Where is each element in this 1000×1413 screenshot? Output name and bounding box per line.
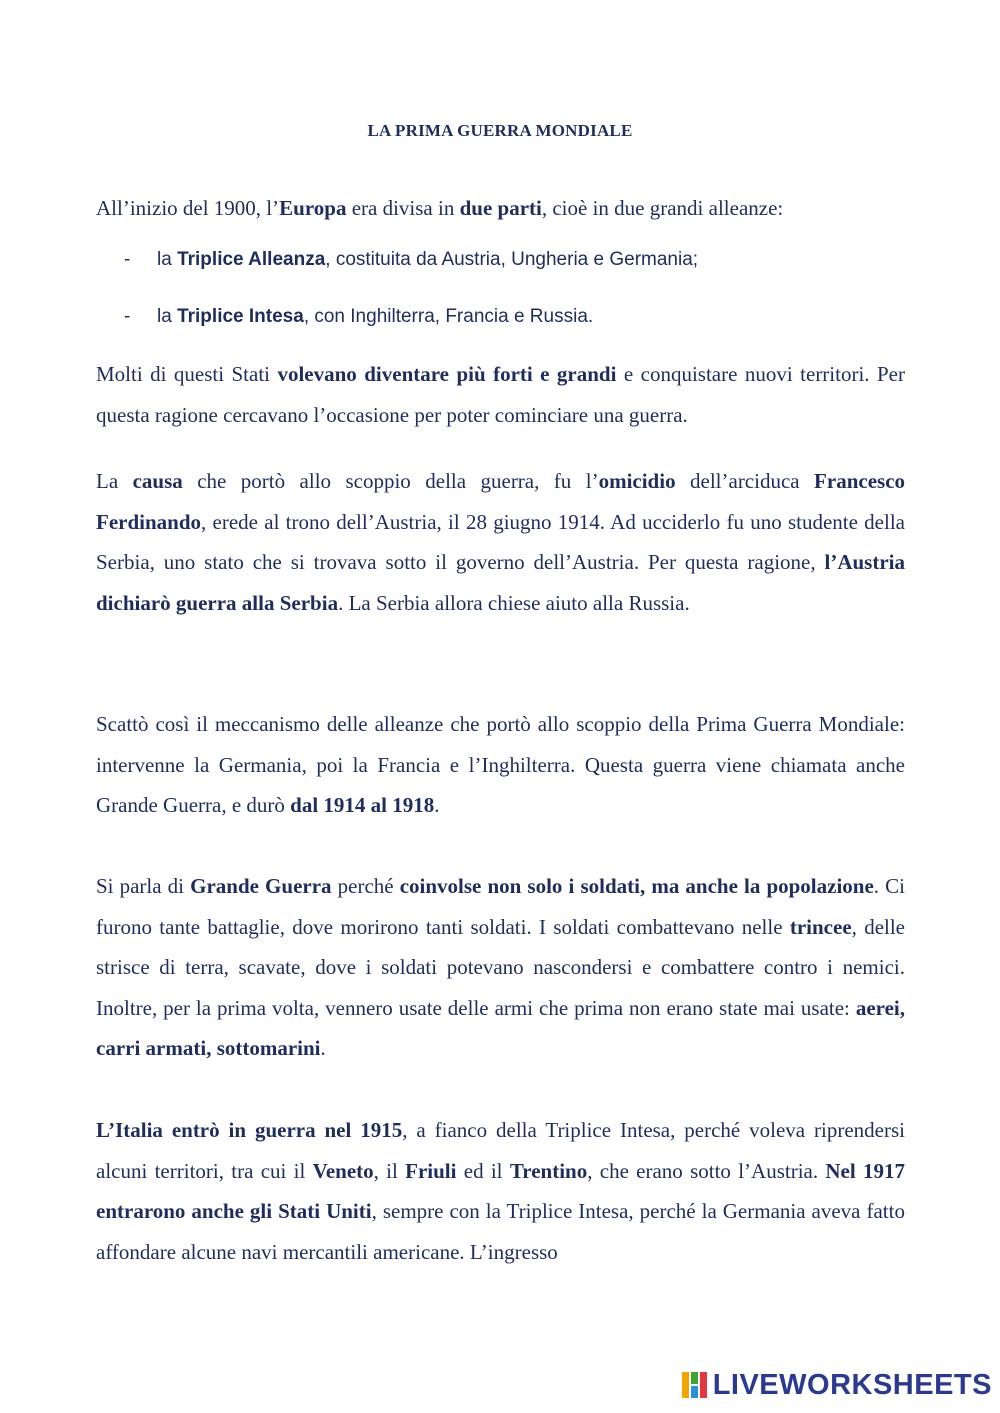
paragraph-text: . (320, 1036, 326, 1060)
intro-text: All’inizio del 1900, l’ (96, 196, 280, 220)
document-title: LA PRIMA GUERRA MONDIALE (367, 121, 633, 140)
intro-text: era divisa in (346, 196, 460, 220)
paragraph-bold: coinvolse non solo i soldati, ma anche la popolazione (399, 874, 874, 898)
paragraph-text: Scattò così il meccanismo delle alleanze che portò allo scoppio della Prima Guerra Mondiale: intervenne la Germania, poi la Francia e l’Inghilterra. Questa guerra viene chiamata anche Grande Guerra, e durò (96, 712, 905, 817)
paragraph-text: , a fianco della Triplice Intesa, perché voleva riprendersi alcuni territori, tra cui il (96, 1118, 905, 1183)
paragraph-text: , delle strisce di terra, scavate, dove i soldati potevano nascondersi e combattere contro i nemici. Inoltre, per la prima volta, vennero usate delle armi che prima non erano state mai usate: (96, 914, 906, 1020)
paragraph-grande-guerra (96, 866, 905, 1069)
paragraph-stati (96, 354, 905, 435)
paragraph-text: che portò allo scoppio della guerra, fu l’ (182, 469, 599, 493)
paragraph-text: ed il (456, 1158, 510, 1183)
bullet-post: , con Inghilterra, Francia e Russia. (303, 306, 594, 327)
paragraph-bold: causa (132, 469, 183, 493)
paragraph-alleanze (96, 704, 905, 826)
paragraph-italia (96, 1110, 905, 1272)
paragraph-bold: Veneto (312, 1158, 374, 1183)
paragraph-text: . (434, 793, 440, 817)
paragraph-bold: Nel 1917 entrarono anche gli Stati Uniti (96, 1158, 905, 1223)
paragraph-causa (96, 461, 905, 623)
paragraph-text: . Ci furono tante battaglie, dove morirono tanti soldati. I soldati combattevano nelle (96, 874, 905, 939)
paragraph-bold: Grande Guerra (190, 874, 332, 898)
paragraph-bold: Francesco Ferdinando (96, 469, 906, 534)
paragraph-text: . La Serbia allora chiese aiuto alla Russia. (338, 590, 690, 615)
intro-bold: Europa (279, 196, 347, 220)
paragraph-bold: trincee (789, 914, 852, 939)
paragraph-bold: volevano diventare più forti e grandi (277, 362, 617, 386)
paragraph-text: , sempre con la Triplice Intesa, perché la Germania aveva fatto affondare alcune navi mercantili americane. L’ingresso (96, 1199, 905, 1264)
paragraph-bold: Trentino (509, 1158, 588, 1183)
intro-bold: due parti (459, 196, 542, 220)
paragraph-bold: Friuli (405, 1158, 457, 1183)
bullet-post: , costituita da Austria, Ungheria e Germania; (325, 249, 699, 270)
bullet-text (157, 306, 593, 328)
paragraph-text: dell’arciduca (675, 469, 815, 493)
paragraph-bold: L’Italia entrò in guerra nel 1915 (96, 1118, 403, 1142)
paragraph-bold: dal 1914 al 1918 (290, 793, 435, 817)
paragraph-text: e conquistare nuovi territori. Per questa ragione cercavano l’occasione per poter cominciare una guerra. (96, 362, 905, 427)
bullet-text (157, 249, 698, 271)
bullet-pre: la (157, 306, 178, 327)
liveworksheets-logo-text: LIVEWORKSHEETS (712, 1368, 992, 1401)
bullet-bold: Triplice Alleanza (177, 249, 326, 270)
bullet-bold: Triplice Intesa (177, 306, 304, 327)
paragraph-text: perché (331, 874, 400, 898)
paragraph-text: Si parla di (96, 874, 191, 898)
paragraph-bold: l’Austria dichiarò guerra alla Serbia (96, 550, 905, 615)
liveworksheets-logo-icon (681, 1370, 709, 1400)
paragraph-bold: omicidio (598, 469, 676, 493)
paragraph-text: , erede al trono dell’Austria, il 28 giugno 1914. Ad ucciderlo fu uno studente della Serbia, uno stato che si trovava sotto il governo dell’Austria. Per questa ragione, (96, 509, 905, 574)
bullet-dash: - (124, 306, 131, 327)
paragraph-text: Molti di questi Stati (96, 362, 278, 386)
liveworksheets-logo[interactable] (681, 1365, 992, 1405)
bullet-pre: la (157, 249, 178, 270)
intro-paragraph (96, 188, 905, 229)
paragraph-bold: aerei, carri armati, sottomarini (96, 995, 905, 1060)
paragraph-text: , che erano sotto l’Austria. (587, 1158, 826, 1183)
bullet-dash: - (124, 249, 131, 270)
paragraph-text: La (96, 469, 133, 493)
intro-text: , cioè in due grandi alleanze: (541, 196, 784, 220)
paragraph-text: , il (373, 1158, 406, 1183)
